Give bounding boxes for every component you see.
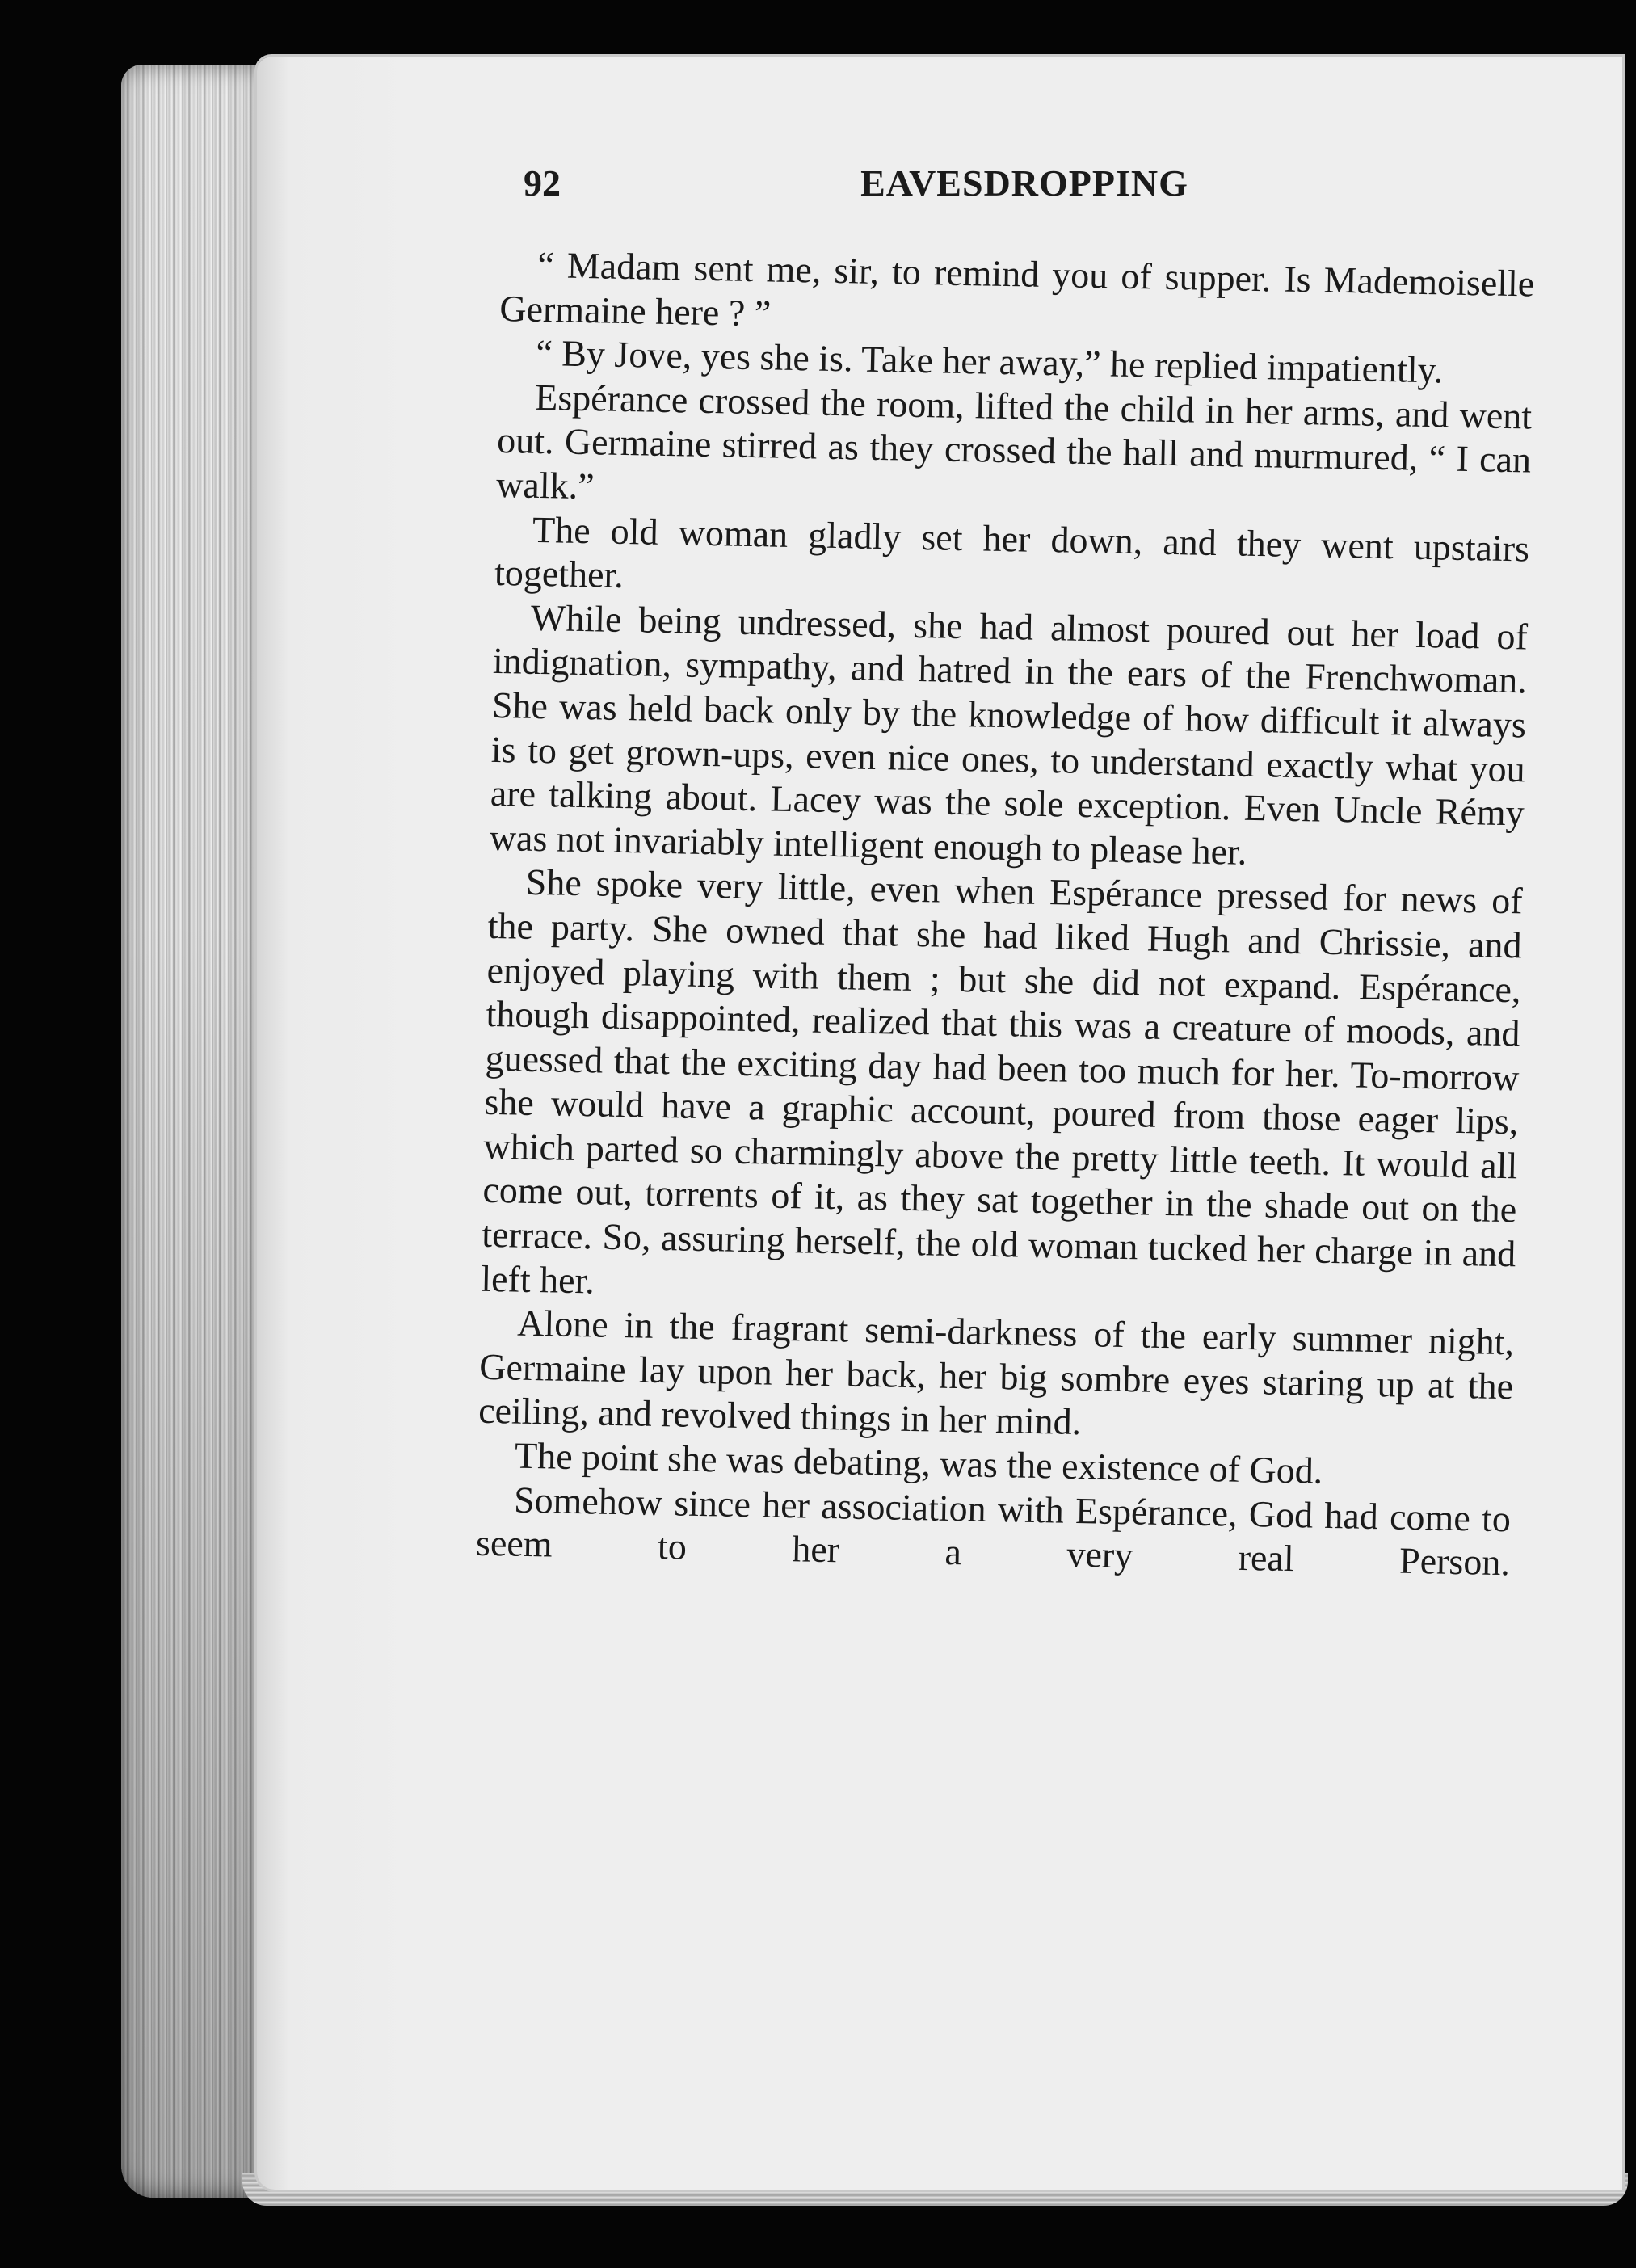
page-header bbox=[524, 162, 1525, 218]
paragraph: While being undressed, she had almost poured out her load of indignation, sympathy, and hatred in the ears of the Frenchwoman. She was held back only by the knowledge of how difficult it always is to get grown-ups, even nice ones, to understand exactly what you are talking about. Lacey was the sole exception. Even Uncle Rémy was not invariably intelligent enough to please her. bbox=[489, 596, 1529, 873]
paragraph: The old woman gladly set her down, and they went upstairs together. bbox=[494, 508, 1530, 596]
page-number: 92 bbox=[524, 162, 561, 204]
page-edges bbox=[121, 65, 263, 2198]
paragraph: “ By Jove, yes she is. Take her away,” he replied impatiently. bbox=[535, 332, 1444, 391]
paragraph: “ Madam sent me, sir, to remind you of supper. Is Mademoiselle Germaine here ? ” bbox=[498, 243, 1535, 335]
body-text bbox=[469, 242, 1535, 1959]
paragraph: Somehow since her association with Espérance, God had come to seem to her a very real Person. bbox=[475, 1479, 1512, 1584]
paragraph: Espérance crossed the room, lifted the child in her arms, and went out. Germaine stirred as they crossed the hall and murmured, “ I can walk.” bbox=[495, 376, 1533, 507]
paragraph: The point she was debating, was the existence of God. bbox=[514, 1434, 1323, 1492]
paragraph: She spoke very little, even when Espérance pressed for news of the party. She owned that she had liked Hugh and Chrissie, and enjoyed playing with them ; but she did not expand. Espérance, though disappointed, realized that this was a creature of moods, and guessed that the exciting day had been too much for her. To-morrow she would have a graphic account, poured from those eager lips, which parted so charmingly above the pretty little teeth. It would all come out, torrents of it, as they sat together in the shade out on the terrace. So, assuring herself, the old woman tucked her charge in and left her. bbox=[480, 861, 1524, 1302]
paragraph: Alone in the fragrant semi-darkness of the early summer night, Germaine lay upon her back, her big sombre eyes staring up at the ceiling, and revolved things in her mind. bbox=[477, 1302, 1515, 1443]
running-head: EAVESDROPPING bbox=[860, 162, 1188, 204]
